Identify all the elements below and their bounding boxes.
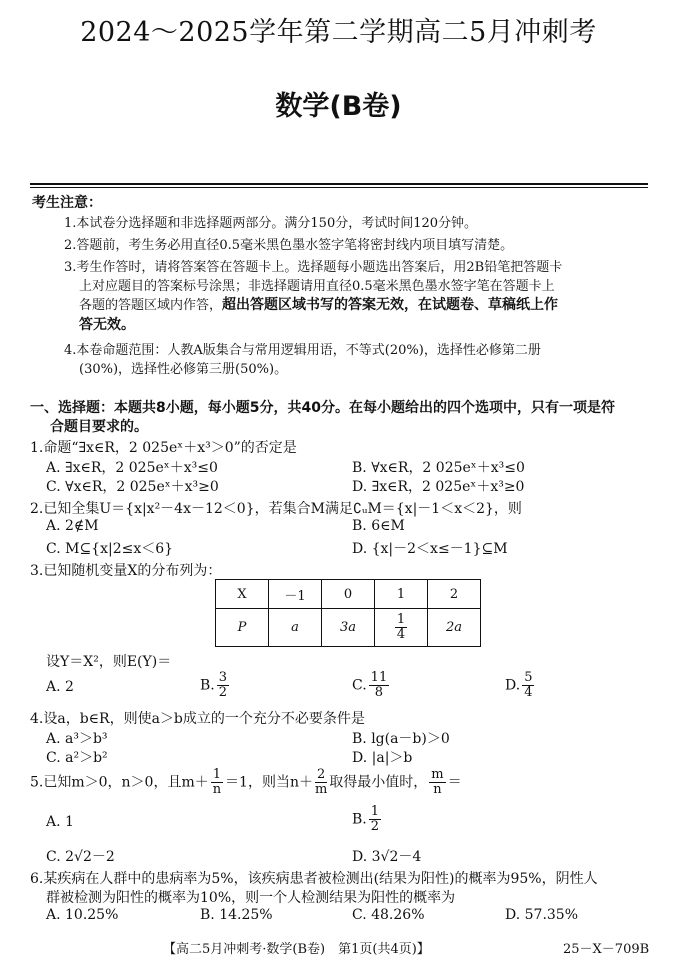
section-heading: 一、选择题：本题共8小题，每小题5分，共40分。在每小题给出的四个选项中，只有一项是符 — [30, 400, 615, 416]
table-row — [216, 609, 481, 647]
q4-option-a: A. a³＞b³ — [46, 731, 108, 747]
q5-option-d: D. 3√2－4 — [352, 849, 422, 865]
fraction-numerator: 1 — [370, 804, 380, 819]
option-label: B. — [352, 811, 367, 828]
question-2-stem: 2.已知全集U＝{x|x²－4x－12＜0}，若集合M满足∁ᵤM＝{x|－1＜x＜2}，则 — [30, 501, 522, 517]
q6-option-c: C. 48.26% — [352, 907, 425, 923]
table-cell: 2a — [428, 609, 481, 647]
fraction-numerator: 2 — [316, 767, 326, 782]
fraction-numerator: 11 — [370, 670, 388, 685]
question-3-stem: 3.已知随机变量X的分布列为： — [30, 563, 222, 579]
fraction-numerator: 1 — [212, 767, 222, 782]
q3-option-c — [352, 671, 391, 700]
q1-option-d: D. ∃x∈R，2 025eˣ＋x³≥0 — [352, 479, 525, 495]
page-footer: 【高二5月冲刺考·数学(B卷) 第1页(共4页)】 — [163, 942, 430, 957]
distribution-table — [215, 579, 481, 647]
option-label: B. — [200, 677, 215, 694]
fraction-numerator: m — [431, 767, 444, 782]
question-6-stem-cont: 群被检测为阳性的概率为10%，则一个人检测结果为阳性的概率为 — [46, 890, 456, 906]
fraction-numerator: 3 — [218, 670, 228, 685]
option-label: D. — [505, 677, 521, 694]
q2-option-c: C. M⊆{x|2≤x＜6} — [46, 541, 174, 557]
exam-code: 25－X－709B — [563, 942, 650, 957]
q2-option-a: A. 2∉M — [46, 518, 99, 534]
notice-item-3-bold-end: 答无效。 — [79, 317, 135, 333]
exam-title: 2024～2025学年第二学期高二5月冲刺考 — [80, 17, 597, 48]
table-cell: a — [269, 609, 322, 647]
fraction-denominator: 2 — [370, 819, 380, 834]
notice-item-2: 2.答题前，考生务必用直径0.5毫米黑色墨水签字笔将密封线内项目填写清楚。 — [64, 238, 514, 253]
section-heading-cont: 合题目要求的。 — [50, 419, 148, 435]
fraction-denominator: 8 — [374, 685, 384, 700]
notice-item-1: 1.本试卷分选择题和非选择题两部分。满分150分，考试时间120分钟。 — [64, 216, 478, 231]
question-3-after: 设Y＝X²，则E(Y)＝ — [46, 654, 172, 670]
table-row — [216, 580, 481, 609]
notice-item-3-bold: 超出答题区域书写的答案无效，在试题卷、草稿纸上作 — [222, 297, 559, 313]
notice-heading: 考生注意： — [32, 195, 102, 211]
notice-item-3-line2: 上对应题目的答案标号涂黑；非选择题请用直径0.5毫米黑色墨水签字笔在答题卡上 — [79, 279, 555, 294]
fraction-denominator: 4 — [524, 685, 533, 700]
question-4-stem: 4.设a，b∈R，则使a＞b成立的一个充分不必要条件是 — [30, 711, 365, 727]
q6-option-d: D. 57.35% — [505, 907, 579, 923]
notice-item-4-line2: (30%)，选择性必修第三册(50%)。 — [79, 362, 288, 377]
q3-option-a: A. 2 — [46, 679, 74, 695]
stem-text: ＝ — [447, 774, 462, 791]
fraction-denominator: 2 — [218, 685, 228, 700]
fraction-denominator: 4 — [396, 627, 406, 642]
q3-option-b — [200, 671, 231, 700]
fraction-numerator: 5 — [524, 670, 533, 685]
q1-option-c: C. ∀x∈R，2 025eˣ＋x³≥0 — [46, 479, 219, 495]
divider-top — [30, 183, 648, 185]
fraction-denominator: n — [212, 782, 222, 797]
q4-option-d: D. |a|＞b — [352, 750, 413, 766]
stem-text: 取得最小值时， — [329, 774, 428, 791]
notice-item-3: 3.考生作答时，请将答案答在答题卡上。选择题每小题选出答案后，用2B铅笔把答题卡 — [64, 260, 563, 275]
stem-text: 5.已知m＞0，n＞0，且m＋ — [30, 774, 209, 791]
q5-option-b — [352, 805, 383, 834]
q2-option-b: B. 6∈M — [352, 518, 405, 534]
question-6-stem: 6.某疾病在人群中的患病率为5%，该疾病患者被检测出(结果为阳性)的概率为95%，阴性人 — [30, 871, 598, 887]
q1-option-a: A. ∃x∈R，2 025eˣ＋x³≤0 — [46, 460, 218, 476]
table-cell: 0 — [322, 580, 375, 609]
table-cell: P — [216, 609, 269, 647]
divider-top-thin — [30, 187, 648, 188]
stem-text: ＝1，则当n＋ — [225, 774, 313, 791]
notice-item-4: 4.本卷命题范围：人教A版集合与常用逻辑用语，不等式(20%)，选择性必修第二册 — [64, 343, 541, 358]
option-label: C. — [352, 677, 367, 694]
table-cell: X — [216, 580, 269, 609]
fraction-denominator: m — [314, 782, 328, 797]
q4-option-c: C. a²＞b² — [46, 750, 108, 766]
table-cell: －1 — [269, 580, 322, 609]
q6-option-b: B. 14.25% — [200, 907, 273, 923]
notice-item-3-normal: 各题的答题区域内作答， — [79, 298, 223, 313]
notice-item-3-line3 — [79, 294, 558, 314]
q6-option-a: A. 10.25% — [46, 907, 119, 923]
table-cell: 3a — [322, 609, 375, 647]
q5-option-c: C. 2√2－2 — [46, 849, 115, 865]
subject-title: 数学(B卷) — [275, 91, 402, 122]
q4-option-b: B. lg(a－b)＞0 — [352, 731, 450, 747]
fraction-denominator: n — [433, 782, 442, 797]
question-1-stem: 1.命题“∃x∈R，2 025eˣ＋x³＞0”的否定是 — [30, 440, 297, 456]
table-cell: 1 — [375, 580, 428, 609]
q1-option-b: B. ∀x∈R，2 025eˣ＋x³≤0 — [352, 460, 525, 476]
table-cell-fraction — [375, 609, 428, 647]
question-5-stem — [30, 768, 462, 797]
table-cell: 2 — [428, 580, 481, 609]
fraction-numerator: 1 — [396, 612, 406, 627]
q5-option-a: A. 1 — [46, 814, 74, 830]
q3-option-d — [505, 671, 536, 700]
q2-option-d: D. {x|－2＜x≤－1}⊆M — [352, 541, 508, 557]
